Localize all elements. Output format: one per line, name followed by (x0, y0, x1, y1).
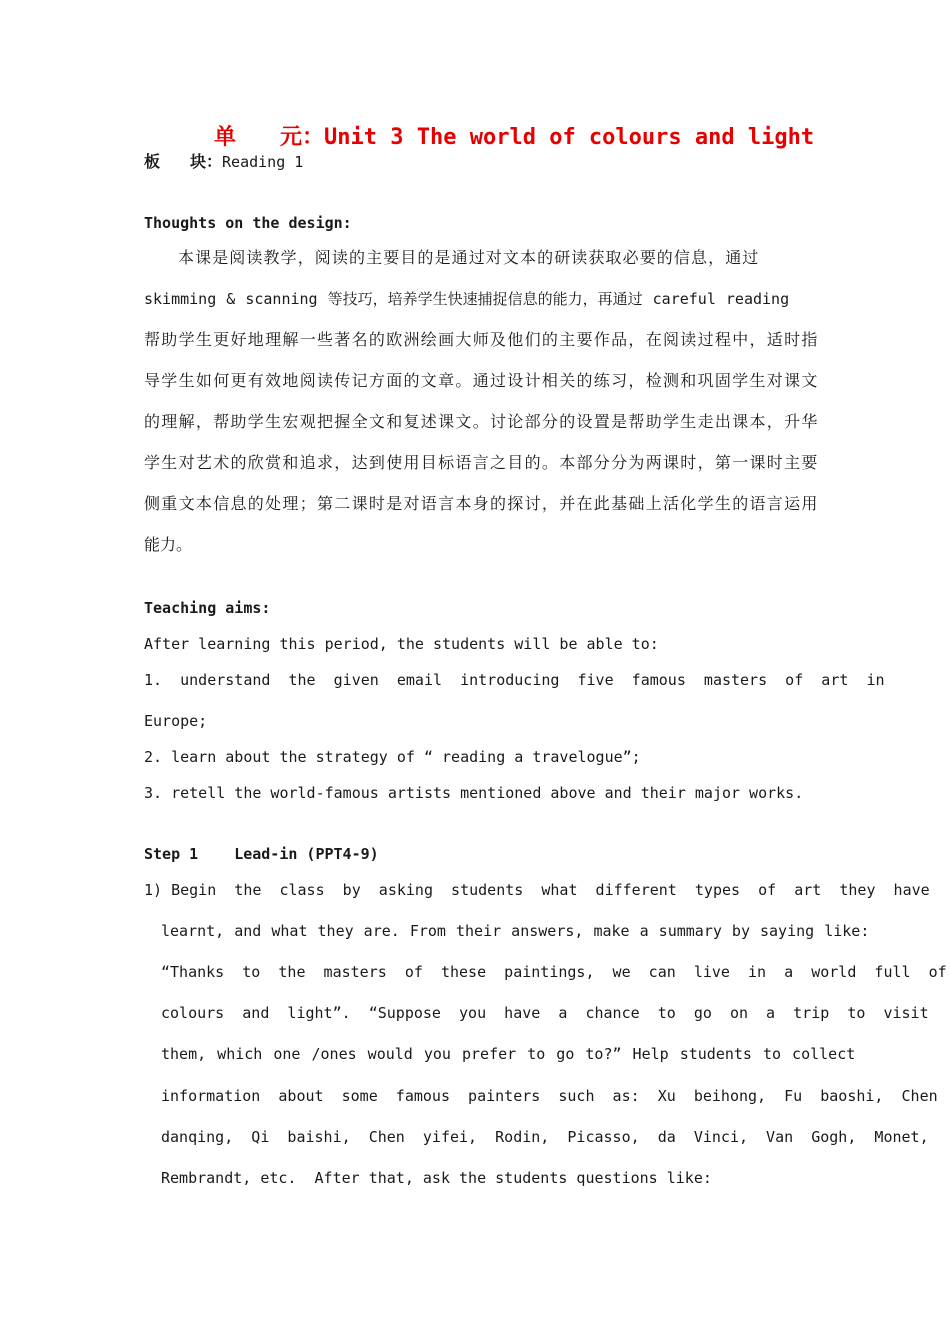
design-paragraph-line: 能力。 (144, 535, 193, 554)
design-paragraph-line: 侧重文本信息的处理；第二课时是对语言本身的探讨，并在此基础上活化学生的语言运用 (144, 494, 819, 513)
unit-title (214, 124, 814, 151)
unit-label: 单 (214, 124, 237, 150)
design-paragraph-line: 学生对艺术的欣赏和追求，达到使用目标语言之目的。本部分分为两课时，第一课时主要 (144, 453, 819, 472)
aims-item-3: 3. retell the world-famous artists mentioned above and their major works. (144, 784, 804, 802)
aims-item-2: 2. learn about the strategy of “ reading a travelogue”; (144, 748, 641, 766)
design-paragraph-line: 帮助学生更好地理解一些著名的欧洲绘画大师及他们的主要作品，在阅读过程中，适时指 (144, 330, 819, 349)
design-paragraph-line: 的理解，帮助学生宏观把握全文和复述课文。讨论部分的设置是帮助学生走出课本，升华 (144, 412, 819, 431)
design-paragraph-line: skimming & scanning 等技巧，培养学生快速捕捉信息的能力，再通过 careful reading (144, 290, 790, 308)
unit-label-suffix: 元： (280, 124, 325, 150)
step1-line: Rembrandt, etc. After that, ask the students questions like: (161, 1169, 712, 1187)
design-paragraph-line: 本课是阅读教学，阅读的主要目的是通过对文本的研读获取必要的信息，通过 (178, 248, 760, 267)
design-paragraph-line: 导学生如何更有效地阅读传记方面的文章。通过设计相关的练习，检测和巩固学生对课文 (144, 371, 819, 390)
aims-intro: After learning this period, the students will be able to: (144, 635, 659, 653)
step1-line: learnt, and what they are. From their answers, make a summary by saying like: (161, 922, 870, 940)
design-heading: Thoughts on the design: (144, 214, 352, 232)
step1-label: Step 1 (144, 845, 199, 863)
step1-line: them, which one /ones would you prefer to go to?” Help students to collect (161, 1045, 856, 1063)
step1-line: 1) Begin the class by asking students what different types of art they have (144, 881, 930, 899)
aims-item-1: 1. understand the given email introducing five famous masters of art in (144, 671, 885, 689)
step1-line: colours and light”. “Suppose you have a chance to go on a trip to visit (161, 1004, 929, 1022)
aims-heading: Teaching aims: (144, 599, 271, 617)
section-label: 板 (144, 152, 161, 171)
aims-item-1-cont: Europe; (144, 712, 208, 730)
step1-line: “Thanks to the masters of these paintings, we can live in a world full of (161, 963, 947, 981)
step1-line: information about some famous painters such as: Xu beihong, Fu baoshi, Chen (161, 1087, 938, 1105)
unit-title-text: Unit 3 The world of colours and light (324, 125, 815, 150)
step1-heading (144, 845, 379, 863)
section-label-suffix: 块： (190, 152, 223, 171)
step1-title: Lead-in (PPT4-9) (234, 845, 379, 863)
section-value: Reading 1 (222, 153, 304, 171)
section-line (144, 153, 303, 171)
step1-line: danqing, Qi baishi, Chen yifei, Rodin, Picasso, da Vinci, Van Gogh, Monet, (161, 1128, 929, 1146)
